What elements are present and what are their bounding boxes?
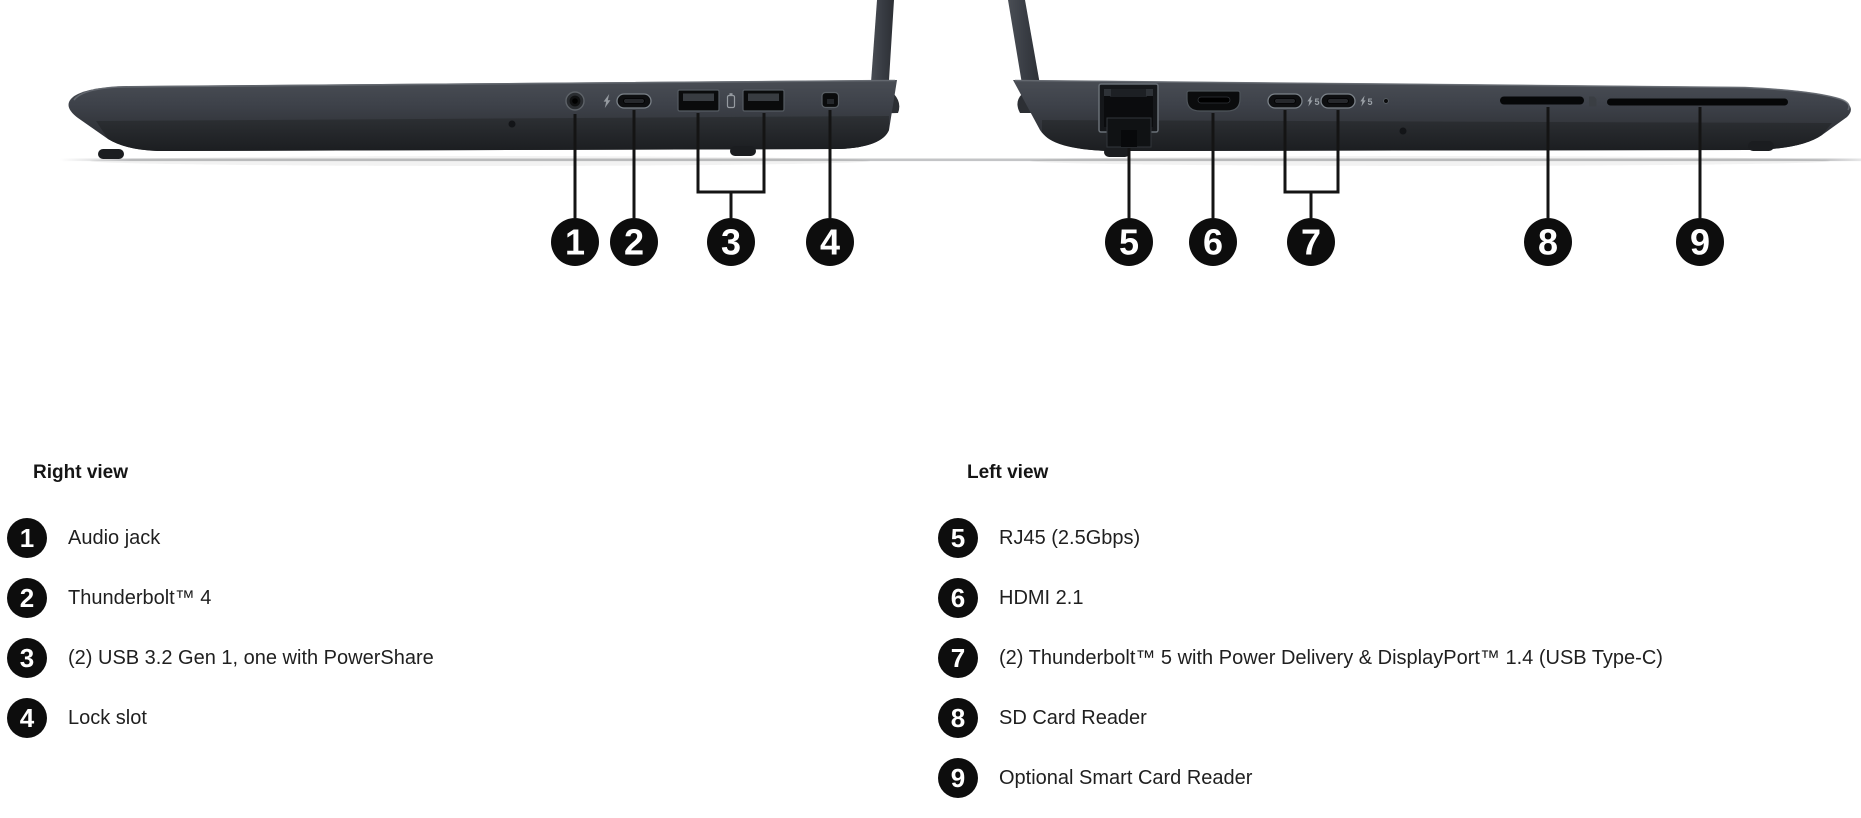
callout-badge (938, 638, 978, 678)
callout-4 (806, 218, 854, 266)
badge-number: 1 (19, 523, 35, 553)
badge-number: 3 (19, 643, 35, 673)
badge-number: 2 (19, 583, 35, 613)
legend-item (7, 698, 434, 738)
callout-badge (938, 518, 978, 558)
legend-item-label: SD Card Reader (999, 707, 1147, 729)
callout-7 (1287, 218, 1335, 266)
legend-item-label: RJ45 (2.5Gbps) (999, 527, 1141, 549)
callout-5-number: 5 (1118, 221, 1140, 263)
callout-badge (938, 578, 978, 618)
thunderbolt5-number: 5 (1367, 97, 1373, 107)
laptop-right-view (69, 0, 900, 159)
badge-number: 4 (19, 703, 35, 733)
legend-item (7, 518, 434, 558)
callout-8 (1524, 218, 1572, 266)
badge-number: 7 (950, 643, 966, 673)
badge-number: 9 (950, 763, 966, 793)
usb-a-port-1 (678, 90, 719, 111)
rj45-port (1099, 84, 1158, 147)
callout-4-number: 4 (819, 221, 841, 263)
callout-badge (7, 578, 47, 618)
smart-card-slot (1607, 99, 1788, 106)
thunderbolt5-port-2 (1321, 94, 1355, 108)
legend-item (938, 638, 1663, 678)
legend-item (938, 698, 1663, 738)
thunderbolt5-number: 5 (1314, 97, 1320, 107)
legend-item-label: (2) Thunderbolt™ 5 with Power Delivery & DisplayPort™ 1.4 (USB Type-C) (999, 647, 1663, 669)
legend-item-label: Lock slot (68, 707, 147, 729)
laptop-left-view (1008, 0, 1851, 157)
callout-3-number: 3 (720, 221, 742, 263)
callout-badge (7, 518, 47, 558)
laptop-bottom-bevel (1042, 120, 1832, 151)
callout-9-number: 9 (1689, 221, 1711, 263)
status-led (1384, 99, 1389, 104)
legend-item (938, 578, 1663, 618)
laptop-foot (98, 149, 124, 159)
legend-left-view-heading: Left view (967, 462, 1049, 483)
callout-7-number: 7 (1300, 221, 1322, 263)
sd-card-icon (1589, 97, 1597, 107)
callout-2-number: 2 (623, 221, 645, 263)
legend-item-label: (2) USB 3.2 Gen 1, one with PowerShare (68, 647, 434, 669)
laptop-foot (1104, 147, 1130, 157)
callout-6 (1189, 218, 1237, 266)
legend-item (938, 518, 1663, 558)
callout-markers (551, 218, 1724, 266)
right-laptop-shadow (1030, 156, 1830, 166)
hdmi-port (1187, 91, 1240, 111)
legend-right-view-heading: Right view (33, 462, 129, 483)
callout-2 (610, 218, 658, 266)
callout-9 (1676, 218, 1724, 266)
badge-number: 5 (950, 523, 966, 553)
screw-hole (1400, 128, 1407, 135)
callout-badge (7, 638, 47, 678)
legend-item-label: HDMI 2.1 (999, 587, 1084, 609)
usb-a-port-2 (743, 90, 784, 111)
callout-1 (551, 218, 599, 266)
badge-number: 8 (950, 703, 966, 733)
callout-badge (938, 698, 978, 738)
audio-jack-port (566, 92, 584, 110)
legend-item (938, 758, 1663, 798)
usb-c-port (617, 94, 651, 108)
legend-item-label: Optional Smart Card Reader (999, 767, 1253, 789)
legend-item (7, 638, 434, 678)
screw-hole (509, 121, 516, 128)
legend-item-label: Thunderbolt™ 4 (68, 587, 212, 609)
callout-5 (1105, 218, 1153, 266)
callout-badge (7, 698, 47, 738)
laptop-foot (730, 146, 756, 156)
legend-item (7, 578, 434, 618)
legend-item-label: Audio jack (68, 527, 161, 549)
callout-6-number: 6 (1202, 221, 1224, 263)
left-laptop-shadow (90, 156, 870, 166)
legend-left-view (938, 462, 1663, 818)
laptop-bottom-bevel (96, 116, 889, 151)
lock-slot-port (822, 93, 839, 108)
laptop-side-views-illustration (0, 0, 1861, 310)
badge-number: 6 (950, 583, 966, 613)
callout-8-number: 8 (1537, 221, 1559, 263)
callout-badge (938, 758, 978, 798)
laptop-foot (1748, 141, 1774, 151)
callout-3 (707, 218, 755, 266)
thunderbolt5-port-1 (1268, 94, 1302, 108)
legend-right-view (7, 462, 434, 758)
callout-1-number: 1 (564, 221, 586, 263)
